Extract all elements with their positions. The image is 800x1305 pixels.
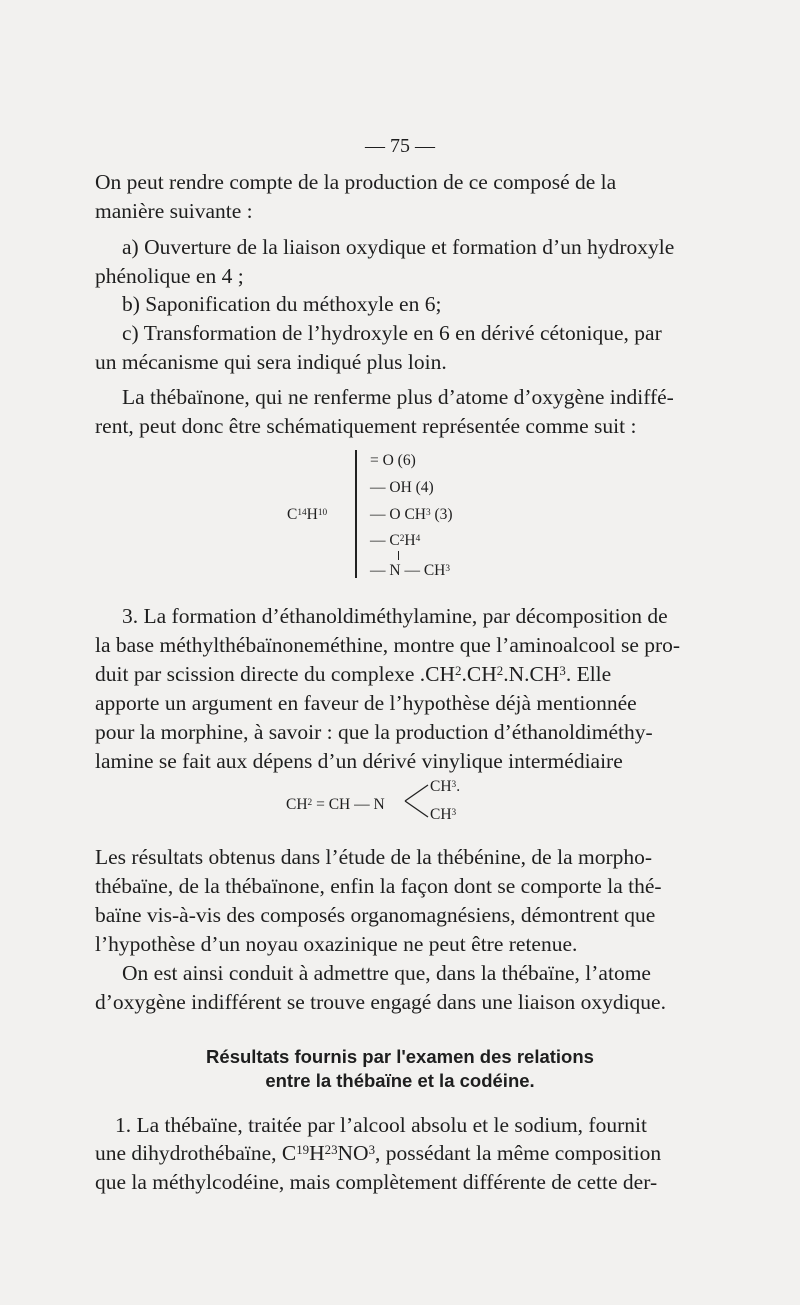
- list-item-a: a) Ouverture de la liaison oxydique et formation d’un hydroxyle: [122, 235, 675, 259]
- text-sup: 19: [296, 1143, 310, 1158]
- text-line: apporte un argument en faveur de l’hypothèse déjà mentionnée: [95, 691, 637, 715]
- formula-text: (3): [430, 506, 453, 523]
- list-item-c: c) Transformation de l’hydroxyle en 6 en dérivé cétonique, par: [122, 321, 662, 345]
- formula-base: [287, 506, 327, 524]
- text-sup: 3: [559, 664, 566, 679]
- formula-sup: 2: [399, 533, 405, 544]
- text-line: lamine se fait aux dépens d’un dérivé vinylique intermédiaire: [95, 749, 623, 773]
- text-sup: 2: [455, 664, 462, 679]
- page-number: — 75 —: [365, 135, 435, 157]
- list-item-a-cont: phénolique en 4 ;: [95, 264, 244, 288]
- formula-sup: 10: [317, 507, 328, 518]
- formula-group: — OH (4): [370, 479, 434, 496]
- text-line: la base méthylthébaïnoneméthine, montre que l’aminoalcool se pro-: [95, 633, 681, 657]
- formula-branch-bottom: [430, 806, 456, 824]
- formula-text: .: [456, 778, 461, 795]
- formula-group: [370, 562, 450, 580]
- text-span: baïne vis-à-vis des composés organomagnésiens, démontrent que: [95, 903, 656, 927]
- text-line: pour la morphine, à savoir : que la production d’éthanoldiméthy-: [95, 720, 653, 744]
- formula-text: C: [287, 506, 298, 523]
- branch-lines: [402, 780, 432, 822]
- formula-sup: 3: [425, 507, 431, 518]
- formula-text: — C: [370, 532, 400, 549]
- text-sup: 2: [496, 664, 504, 679]
- text-sup: 3: [368, 1143, 376, 1158]
- formula-text: CH: [286, 796, 308, 813]
- text-span: . Elle: [565, 662, 612, 686]
- text-line: l’hypothèse d’un noyau oxazinique ne peut être retenue.: [95, 932, 578, 956]
- text-line: d’oxygène indifférent se trouve engagé dans une liaison oxydique.: [95, 990, 666, 1014]
- text-line: La thébaïnone, qui ne renferme plus d’atome d’oxygène indiffé-: [122, 385, 674, 409]
- bond-line: [398, 551, 399, 560]
- list-item-b: b) Saponification du méthoxyle en 6;: [122, 292, 442, 316]
- text-span: .CH: [461, 662, 497, 686]
- text-span: 3. La formation d’éthanoldiméthylamine, par décomposition de: [122, 604, 668, 628]
- formula-sup: 3: [451, 807, 457, 818]
- section-heading-line2: entre la thébaïne et la codéine.: [265, 1070, 535, 1091]
- text-span: , possédant la même composition: [375, 1141, 662, 1165]
- formula-group: [370, 506, 453, 524]
- formula-text: — N — CH: [370, 562, 446, 579]
- formula-group: = O (6): [370, 452, 416, 469]
- formula-sup: 4: [415, 533, 421, 544]
- text-line: Les résultats obtenus dans l’étude de la thébénine, de la morpho-: [95, 845, 653, 869]
- text-line: manière suivante :: [95, 199, 253, 223]
- formula-sup: 3: [451, 779, 457, 790]
- text-line: rent, peut donc être schématiquement représentée comme suit :: [95, 414, 637, 438]
- formula-text: = CH — N: [312, 796, 385, 813]
- formula-text: H: [306, 506, 318, 523]
- text-span: une dihydrothébaïne, C: [95, 1141, 297, 1165]
- text-span: On peut rendre compte de la production de ce composé de la: [95, 170, 617, 194]
- text-sup: 23: [324, 1143, 338, 1158]
- formula-sup: 3: [445, 563, 451, 574]
- formula-chain: [286, 796, 385, 814]
- text-line: [95, 169, 706, 195]
- section-heading-line1: Résultats fournis par l'examen des relations: [206, 1046, 594, 1067]
- formula-group: [370, 532, 420, 550]
- list-item-c-cont: un mécanisme qui sera indiqué plus loin.: [95, 350, 447, 374]
- formula-sup: 14: [297, 507, 307, 518]
- text-line: [95, 1140, 661, 1166]
- text-line: On est ainsi conduit à admettre que, dans la thébaïne, l’atome: [122, 961, 651, 985]
- formula-text: CH: [430, 778, 452, 795]
- text-span: NO: [337, 1141, 369, 1165]
- formula-text: H: [404, 532, 416, 549]
- text-line: que la méthylcodéine, mais complètement différente de cette der-: [95, 1170, 658, 1194]
- formula-branch-top: [430, 778, 460, 796]
- text-span: duit par scission directe du complexe .CH: [95, 662, 456, 686]
- text-line: [122, 603, 706, 629]
- text-span: .N.CH: [503, 662, 560, 686]
- formula-sup: 2: [307, 797, 313, 808]
- formula-brace: [355, 450, 357, 578]
- formula-text: — O CH: [370, 506, 426, 523]
- text-line: thébaïne, de la thébaïnone, enfin la façon dont se comporte la thé-: [95, 874, 662, 898]
- text-span: H: [309, 1141, 325, 1165]
- text-line: [95, 661, 611, 687]
- text-line: [95, 902, 706, 928]
- text-line: 1. La thébaïne, traitée par l’alcool absolu et le sodium, fournit: [115, 1113, 647, 1137]
- formula-text: CH: [430, 806, 452, 823]
